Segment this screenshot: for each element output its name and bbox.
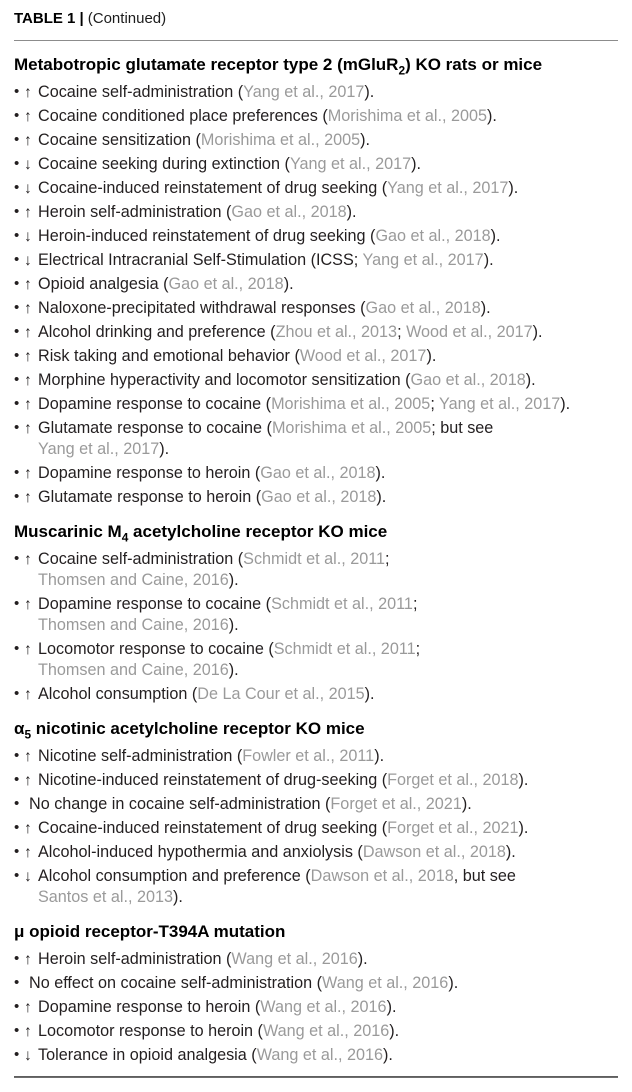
item-text xyxy=(38,595,417,634)
item-text xyxy=(38,275,294,293)
citation-link[interactable]: Gao et al., 2018 xyxy=(231,203,347,221)
item-text-segment: Locomotor response to heroin ( xyxy=(38,1022,263,1040)
item-text-segment: ). xyxy=(374,747,385,765)
item-text xyxy=(38,179,518,197)
item-text-segment: Alcohol consumption ( xyxy=(38,685,198,703)
item-text-segment: ; xyxy=(412,595,418,613)
item-text-segment: Risk taking and emotional behavior ( xyxy=(38,347,300,365)
citation-link[interactable]: Thomsen and Caine, 2016 xyxy=(38,616,229,634)
increase-arrow-icon: ↑ xyxy=(24,489,32,506)
item-text-segment: Heroin self-administration ( xyxy=(38,950,232,968)
citation-link[interactable]: Thomsen and Caine, 2016 xyxy=(38,661,229,679)
item-text xyxy=(38,1046,393,1064)
table-label: TABLE 1 | xyxy=(14,10,84,27)
bullet-icon: • xyxy=(14,550,20,567)
increase-arrow-icon: ↑ xyxy=(24,420,32,437)
item-text-segment: ). xyxy=(508,179,519,197)
section-heading xyxy=(14,921,618,942)
increase-arrow-icon: ↑ xyxy=(24,465,32,482)
item-text-segment: Heroin self-administration ( xyxy=(38,203,232,221)
citation-link[interactable]: Dawson et al., 2018 xyxy=(310,867,454,885)
item-text-segment: ). xyxy=(357,950,368,968)
item-text-segment: ). xyxy=(505,843,516,861)
item-text-segment: Glutamate response to heroin ( xyxy=(38,488,262,506)
bullet-icon: • xyxy=(14,155,20,172)
citation-link[interactable]: Yang et al., 2017 xyxy=(38,440,160,458)
bullet-icon: • xyxy=(14,488,20,505)
citation-link[interactable]: Gao et al., 2018 xyxy=(375,227,491,245)
list-item xyxy=(14,322,618,343)
bullet-icon: • xyxy=(14,419,20,436)
increase-arrow-icon: ↑ xyxy=(24,551,32,568)
list-item xyxy=(14,154,618,175)
bullet-icon: • xyxy=(14,998,20,1015)
item-text-segment: ). xyxy=(389,1022,400,1040)
list-item xyxy=(14,794,618,815)
list-item xyxy=(14,178,618,199)
increase-arrow-icon: ↑ xyxy=(24,204,32,221)
item-text-segment: Cocaine conditioned place preferences ( xyxy=(38,107,328,125)
citation-link[interactable]: Wang et al., 2016 xyxy=(256,1046,383,1064)
increase-arrow-icon: ↑ xyxy=(24,772,32,789)
bullet-icon: • xyxy=(14,950,20,967)
bullet-icon: • xyxy=(14,251,20,268)
item-text xyxy=(38,819,528,837)
bullet-icon: • xyxy=(14,299,20,316)
bullet-icon: • xyxy=(14,179,20,196)
item-text-segment: ). xyxy=(483,251,494,269)
item-text xyxy=(38,155,421,173)
item-text-segment: ). xyxy=(461,795,472,813)
item-text xyxy=(38,998,396,1016)
bullet-icon: • xyxy=(14,131,20,148)
list-item xyxy=(14,770,618,791)
increase-arrow-icon: ↑ xyxy=(24,641,32,658)
item-text xyxy=(29,974,458,992)
header-divider xyxy=(14,40,618,41)
list-item xyxy=(14,250,618,271)
increase-arrow-icon: ↑ xyxy=(24,324,32,341)
citation-link[interactable]: Gao et al., 2018 xyxy=(410,371,526,389)
section-heading xyxy=(14,718,618,742)
bullet-icon: • xyxy=(14,640,20,657)
table-body xyxy=(14,54,618,1066)
item-text-segment: ). xyxy=(411,155,422,173)
bullet-icon: • xyxy=(14,347,20,364)
item-text xyxy=(38,203,357,221)
item-text xyxy=(38,83,374,101)
list-item xyxy=(14,746,618,767)
increase-arrow-icon: ↑ xyxy=(24,820,32,837)
bullet-icon: • xyxy=(14,974,20,991)
item-text-segment: No change in cocaine self-administration ( xyxy=(29,795,331,813)
increase-arrow-icon: ↑ xyxy=(24,132,32,149)
item-text xyxy=(38,395,570,413)
citation-link[interactable]: Schmidt et al., 2011 xyxy=(271,595,413,613)
citation-link[interactable]: Morishima et al., 2005 xyxy=(200,131,361,149)
citation-link[interactable]: Dawson et al., 2018 xyxy=(362,843,506,861)
increase-arrow-icon: ↑ xyxy=(24,748,32,765)
citation-link[interactable]: Wang et al., 2016 xyxy=(262,1022,390,1040)
bullet-icon: • xyxy=(14,819,20,836)
citation-link[interactable]: Wang et al., 2016 xyxy=(260,998,387,1016)
citation-link[interactable]: Schmidt et al., 2011 xyxy=(243,550,386,568)
list-item xyxy=(14,866,618,908)
item-text-segment: ). xyxy=(490,227,501,245)
item-text xyxy=(38,1022,399,1040)
item-text xyxy=(38,251,494,269)
item-text xyxy=(38,371,536,389)
citation-link[interactable]: Gao et al., 2018 xyxy=(260,464,376,482)
item-text xyxy=(38,347,436,365)
item-text-segment: ). xyxy=(532,323,543,341)
item-text-segment: ). xyxy=(382,1046,393,1064)
list-item xyxy=(14,549,618,591)
item-text-segment: Nicotine-induced reinstatement of drug-seeking ( xyxy=(38,771,388,789)
decrease-arrow-icon: ↓ xyxy=(24,252,32,269)
heading-text: ) KO rats or mice xyxy=(405,55,543,74)
item-text xyxy=(38,747,384,765)
increase-arrow-icon: ↑ xyxy=(24,300,32,317)
item-text-segment: ). xyxy=(448,974,459,992)
list-item xyxy=(14,82,618,103)
item-text-segment: Alcohol drinking and preference ( xyxy=(38,323,276,341)
list-item xyxy=(14,346,618,367)
item-text-segment: Locomotor response to cocaine ( xyxy=(38,640,274,658)
heading-subscript: 2 xyxy=(398,63,406,78)
item-text-segment: Cocaine-induced reinstatement of drug seeking ( xyxy=(38,819,388,837)
increase-arrow-icon: ↑ xyxy=(24,951,32,968)
bullet-icon: • xyxy=(14,747,20,764)
item-text-segment: ; xyxy=(430,395,440,413)
item-text xyxy=(38,107,497,125)
list-item xyxy=(14,463,618,484)
citation-link[interactable]: Morishima et al., 2005 xyxy=(271,419,432,437)
citation-link[interactable]: Morishima et al., 2005 xyxy=(327,107,488,125)
item-text xyxy=(29,795,472,813)
decrease-arrow-icon: ↓ xyxy=(24,156,32,173)
increase-arrow-icon: ↑ xyxy=(24,84,32,101)
list-item xyxy=(14,973,618,994)
item-text-segment: Naloxone-precipitated withdrawal responses ( xyxy=(38,299,366,317)
bullet-icon: • xyxy=(14,795,20,812)
item-text xyxy=(38,299,491,317)
table-continued-header xyxy=(14,10,618,27)
list-item xyxy=(14,949,618,970)
increase-arrow-icon: ↑ xyxy=(24,108,32,125)
bullet-icon: • xyxy=(14,227,20,244)
table-continued-label: (Continued) xyxy=(87,10,167,27)
citation-link[interactable]: Santos et al., 2013 xyxy=(38,888,173,906)
item-text-segment: ). xyxy=(375,464,386,482)
heading-text: acetylcholine receptor KO mice xyxy=(128,522,388,541)
bullet-icon: • xyxy=(14,595,20,612)
list-item xyxy=(14,370,618,391)
item-text xyxy=(38,771,528,789)
bullet-icon: • xyxy=(14,395,20,412)
item-text-segment: Cocaine-induced reinstatement of drug seeking ( xyxy=(38,179,388,197)
list-item xyxy=(14,1021,618,1042)
item-text-segment: Dopamine response to heroin ( xyxy=(38,464,261,482)
item-text-segment: Tolerance in opioid analgesia ( xyxy=(38,1046,257,1064)
item-text-segment: ). xyxy=(283,275,294,293)
increase-arrow-icon: ↑ xyxy=(24,348,32,365)
citation-link[interactable]: Fowler et al., 2011 xyxy=(242,747,375,765)
item-text-segment: Cocaine self-administration ( xyxy=(38,550,244,568)
list-item xyxy=(14,684,618,705)
item-text-segment: ). xyxy=(560,395,571,413)
bullet-icon: • xyxy=(14,107,20,124)
item-text-segment: No effect on cocaine self-administration ( xyxy=(29,974,323,992)
item-text-segment: ; xyxy=(397,323,407,341)
citation-link[interactable]: Wood et al., 2017 xyxy=(299,347,427,365)
citation-link[interactable]: Yang et al., 2017 xyxy=(387,179,509,197)
citation-link[interactable]: Wang et al., 2016 xyxy=(231,950,358,968)
item-text-segment: Morphine hyperactivity and locomotor sensitization ( xyxy=(38,371,411,389)
item-text-segment: Cocaine self-administration ( xyxy=(38,83,244,101)
list-item xyxy=(14,418,618,460)
item-text-segment: ). xyxy=(228,661,239,679)
item-text-segment: ). xyxy=(376,488,387,506)
item-text xyxy=(38,640,420,679)
item-text xyxy=(38,867,516,906)
citation-link[interactable]: Schmidt et al., 2011 xyxy=(273,640,416,658)
bullet-icon: • xyxy=(14,1022,20,1039)
citation-link[interactable]: Gao et al., 2018 xyxy=(168,275,284,293)
citation-link[interactable]: Yang et al., 2017 xyxy=(362,251,484,269)
item-text xyxy=(38,488,386,506)
list-item xyxy=(14,818,618,839)
item-text-segment: Dopamine response to cocaine ( xyxy=(38,395,272,413)
increase-arrow-icon: ↑ xyxy=(24,276,32,293)
citation-link[interactable]: Wang et al., 2016 xyxy=(322,974,449,992)
list-item xyxy=(14,594,618,636)
item-text xyxy=(38,950,368,968)
item-text-segment: Cocaine seeking during extinction ( xyxy=(38,155,290,173)
item-text-segment: ; but see xyxy=(431,419,494,437)
increase-arrow-icon: ↑ xyxy=(24,596,32,613)
bullet-icon: • xyxy=(14,867,20,884)
citation-link[interactable]: Thomsen and Caine, 2016 xyxy=(38,571,229,589)
increase-arrow-icon: ↑ xyxy=(24,396,32,413)
item-text xyxy=(38,227,501,245)
item-text-segment: ). xyxy=(228,616,239,634)
heading-text: α xyxy=(14,719,25,738)
increase-arrow-icon: ↑ xyxy=(24,1023,32,1040)
item-text-segment: Glutamate response to cocaine ( xyxy=(38,419,272,437)
citation-link[interactable]: Yang et al., 2017 xyxy=(289,155,412,173)
decrease-arrow-icon: ↓ xyxy=(24,180,32,197)
item-text-segment: ). xyxy=(159,440,170,458)
item-text-segment: ). xyxy=(480,299,491,317)
citation-link[interactable]: Morishima et al., 2005 xyxy=(271,395,431,413)
bullet-icon: • xyxy=(14,1046,20,1063)
item-text-segment: ). xyxy=(518,819,529,837)
item-text-segment: ). xyxy=(364,685,375,703)
list-item xyxy=(14,298,618,319)
heading-text: μ opioid receptor-T394A mutation xyxy=(14,922,286,941)
item-text-segment: ). xyxy=(360,131,371,149)
item-text-segment: Cocaine sensitization ( xyxy=(38,131,201,149)
heading-subscript: 5 xyxy=(24,727,32,742)
bullet-icon: • xyxy=(14,464,20,481)
item-text-segment: Opioid analgesia ( xyxy=(38,275,169,293)
list-item xyxy=(14,639,618,681)
bullet-icon: • xyxy=(14,323,20,340)
item-text-segment: Dopamine response to cocaine ( xyxy=(38,595,272,613)
list-item xyxy=(14,487,618,508)
item-text-segment: ). xyxy=(518,771,529,789)
item-text-segment: , but see xyxy=(453,867,516,885)
list-item xyxy=(14,842,618,863)
heading-text: Metabotropic glutamate receptor type 2 (mGluR xyxy=(14,55,399,74)
bullet-icon: • xyxy=(14,83,20,100)
bullet-icon: • xyxy=(14,275,20,292)
item-text-segment: ). xyxy=(228,571,239,589)
item-text-segment: ). xyxy=(487,107,497,125)
list-item xyxy=(14,997,618,1018)
item-text-segment: Nicotine self-administration ( xyxy=(38,747,243,765)
citation-link[interactable]: Yang et al., 2017 xyxy=(243,83,365,101)
bullet-icon: • xyxy=(14,685,20,702)
citation-link[interactable]: Wood et al., 2017 xyxy=(406,323,533,341)
item-text-segment: Alcohol consumption and preference ( xyxy=(38,867,311,885)
decrease-arrow-icon: ↓ xyxy=(24,868,32,885)
bullet-icon: • xyxy=(14,843,20,860)
decrease-arrow-icon: ↓ xyxy=(24,1047,32,1064)
heading-subscript: 4 xyxy=(121,530,129,545)
citation-link[interactable]: Forget et al., 2021 xyxy=(387,819,519,837)
item-text-segment: Dopamine response to heroin ( xyxy=(38,998,261,1016)
increase-arrow-icon: ↑ xyxy=(24,999,32,1016)
list-item xyxy=(14,130,618,151)
increase-arrow-icon: ↑ xyxy=(24,686,32,703)
item-text-segment: ). xyxy=(386,998,397,1016)
item-text-segment: Electrical Intracranial Self-Stimulation (ICSS; xyxy=(38,251,363,269)
item-text-segment: ). xyxy=(426,347,437,365)
item-text xyxy=(38,323,543,341)
section-heading xyxy=(14,54,618,78)
item-text-segment: ). xyxy=(173,888,183,906)
citation-link[interactable]: Gao et al., 2018 xyxy=(365,299,481,317)
item-text-segment: ). xyxy=(346,203,357,221)
citation-link[interactable]: Zhou et al., 2013 xyxy=(275,323,398,341)
bullet-icon: • xyxy=(14,371,20,388)
list-item xyxy=(14,202,618,223)
list-item xyxy=(14,394,618,415)
citation-link[interactable]: Gao et al., 2018 xyxy=(261,488,377,506)
citation-link[interactable]: De La Cour et al., 2015 xyxy=(197,685,365,703)
citation-link[interactable]: Yang et al., 2017 xyxy=(439,395,561,413)
item-text xyxy=(38,464,385,482)
list-item xyxy=(14,226,618,247)
list-item xyxy=(14,106,618,127)
citation-link[interactable]: Forget et al., 2018 xyxy=(387,771,519,789)
section-heading xyxy=(14,521,618,545)
heading-text: nicotinic acetylcholine receptor KO mice xyxy=(31,719,365,738)
item-text-segment: Heroin-induced reinstatement of drug seeking ( xyxy=(38,227,376,245)
item-text xyxy=(38,419,493,458)
item-text xyxy=(38,843,516,861)
item-text xyxy=(38,550,390,589)
list-item xyxy=(14,1045,618,1066)
item-text-segment: ). xyxy=(525,371,536,389)
item-text-segment: Alcohol-induced hypothermia and anxiolysis ( xyxy=(38,843,363,861)
bullet-icon: • xyxy=(14,203,20,220)
increase-arrow-icon: ↑ xyxy=(24,372,32,389)
heading-text: Muscarinic M xyxy=(14,522,122,541)
increase-arrow-icon: ↑ xyxy=(24,844,32,861)
bullet-icon: • xyxy=(14,771,20,788)
item-text-segment: ; xyxy=(385,550,390,568)
item-text-segment: ). xyxy=(364,83,375,101)
item-text xyxy=(38,685,375,703)
decrease-arrow-icon: ↓ xyxy=(24,228,32,245)
item-text xyxy=(38,131,370,149)
item-text-segment: ; xyxy=(415,640,421,658)
citation-link[interactable]: Forget et al., 2021 xyxy=(330,795,462,813)
list-item xyxy=(14,274,618,295)
